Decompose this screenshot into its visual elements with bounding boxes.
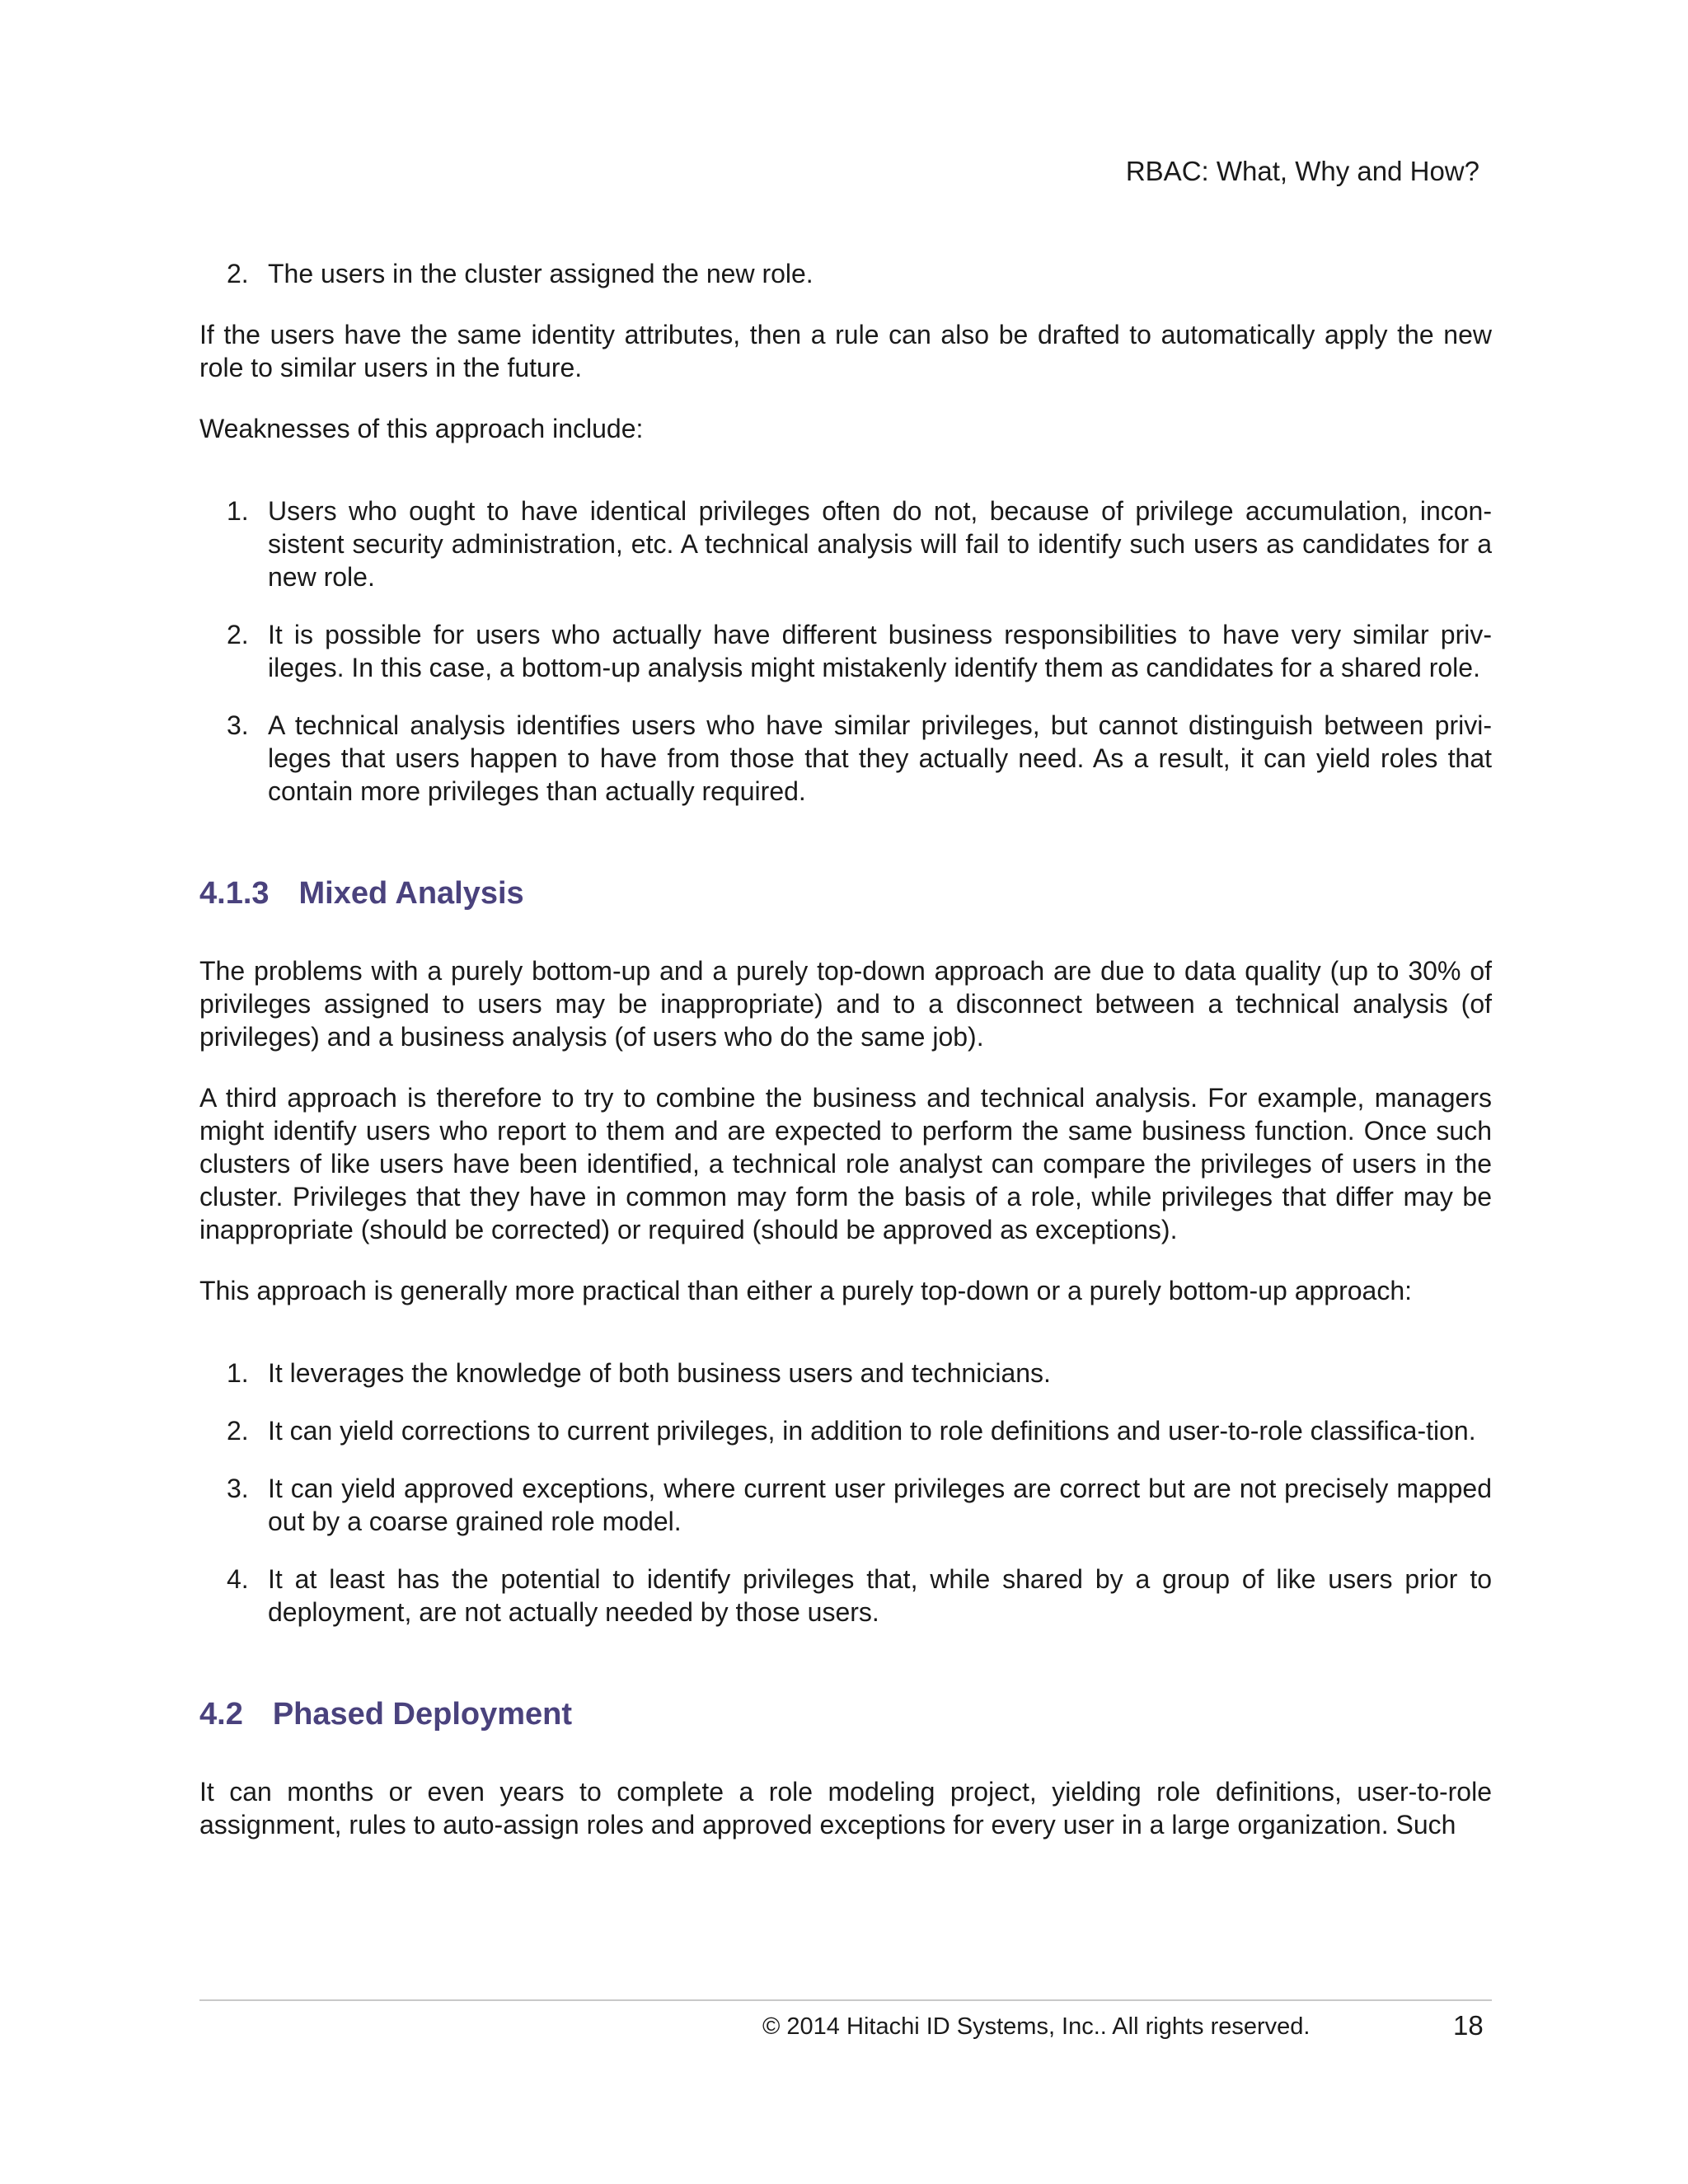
- list-item-text: It is possible for users who actually have different business responsibilities to have very similar priv-ileges. In this case, a bottom-up analysis might mistakenly identify them as candidates for a shared role.: [268, 620, 1492, 682]
- weaknesses-list: [199, 494, 1492, 808]
- running-header: RBAC: What, Why and How?: [1125, 156, 1479, 186]
- list-item: [199, 257, 1492, 290]
- list-item: [199, 618, 1492, 684]
- list-item-text: Users who ought to have identical privileges often do not, because of privilege accumulation, incon-sistent security administration, etc. A technical analysis will fail to identify such users as candidates for a new role.: [268, 496, 1492, 592]
- paragraph: It can months or even years to complete a role modeling project, yielding role definitions, user-to-role assignment, rules to auto-assign roles and approved exceptions for every user in a large organization. Such: [199, 1777, 1492, 1840]
- list-item-number: 3.: [227, 710, 249, 740]
- paragraph: A third approach is therefore to try to combine the business and technical analysis. For example, managers might identify users who report to them and are expected to perform the same business function. Once such clusters of like users have been identified, a technical role analyst can compare the privileges of users in the cluster. Privileges that they have in common may form the basis of a role, while privileges that differ may be inappropriate (should be corrected) or required (should be approved as exceptions).: [199, 1083, 1492, 1244]
- list-item-text: A technical analysis identifies users who have similar privileges, but cannot distinguish between privi-leges that users happen to have from those that they actually need. As a result, it can yield roles that contain more privileges than actually required.: [268, 710, 1492, 806]
- page-body: [199, 257, 1492, 1869]
- footer-copyright: © 2014 Hitachi ID Systems, Inc.. All rights reserved.: [762, 2013, 1311, 2040]
- list-item-text: It can yield approved exceptions, where current user privileges are correct but are not precisely mapped out by a coarse grained role model.: [268, 1474, 1492, 1536]
- list-item-text: It can yield corrections to current privileges, in addition to role definitions and user-to-role classifica-tion.: [268, 1416, 1476, 1446]
- section-heading-mixed-analysis: [199, 874, 1492, 913]
- paragraph: Weaknesses of this approach include:: [199, 414, 644, 443]
- section-heading-phased-deployment: [199, 1694, 1492, 1734]
- benefits-list: [199, 1357, 1492, 1629]
- list-item-text: It at least has the potential to identify privileges that, while shared by a group of like users prior to deployment, are not actually needed by those users.: [268, 1564, 1492, 1627]
- list-item-number: 4.: [227, 1564, 249, 1594]
- paragraph: If the users have the same identity attributes, then a rule can also be drafted to automatically apply the new role to similar users in the future.: [199, 320, 1492, 382]
- section-number: 4.2: [199, 1697, 243, 1732]
- list-item: [199, 709, 1492, 808]
- section-number: 4.1.3: [199, 876, 270, 911]
- list-item-number: 1.: [227, 1358, 249, 1388]
- list-item: [199, 1563, 1492, 1629]
- page-number: 18: [1453, 2010, 1484, 2041]
- paragraph: This approach is generally more practical than either a purely top-down or a purely bottom-up approach:: [199, 1276, 1413, 1305]
- paragraph: The problems with a purely bottom-up and a purely top-down approach are due to data quality (up to 30% of privileges assigned to users may be inappropriate) and to a disconnect between a technical analysis (of privileges) and a business analysis (of users who do the same job).: [199, 956, 1492, 1052]
- section-title: Phased Deployment: [272, 1697, 573, 1732]
- list-item-number: 2.: [227, 620, 249, 649]
- list-item-text: The users in the cluster assigned the new role.: [268, 259, 814, 288]
- list-item: [199, 1472, 1492, 1538]
- list-item: [199, 494, 1492, 593]
- list-item: [199, 1357, 1492, 1390]
- section-title: Mixed Analysis: [298, 876, 524, 911]
- list-item-number: 2.: [227, 1416, 249, 1446]
- list-item: [199, 1414, 1492, 1447]
- list-item-number: 3.: [227, 1474, 249, 1503]
- continued-list: [199, 257, 1492, 290]
- list-item-number: 2.: [227, 259, 249, 288]
- list-item-number: 1.: [227, 496, 249, 526]
- list-item-text: It leverages the knowledge of both business users and technicians.: [268, 1358, 1051, 1388]
- footer-divider: [199, 1999, 1492, 2001]
